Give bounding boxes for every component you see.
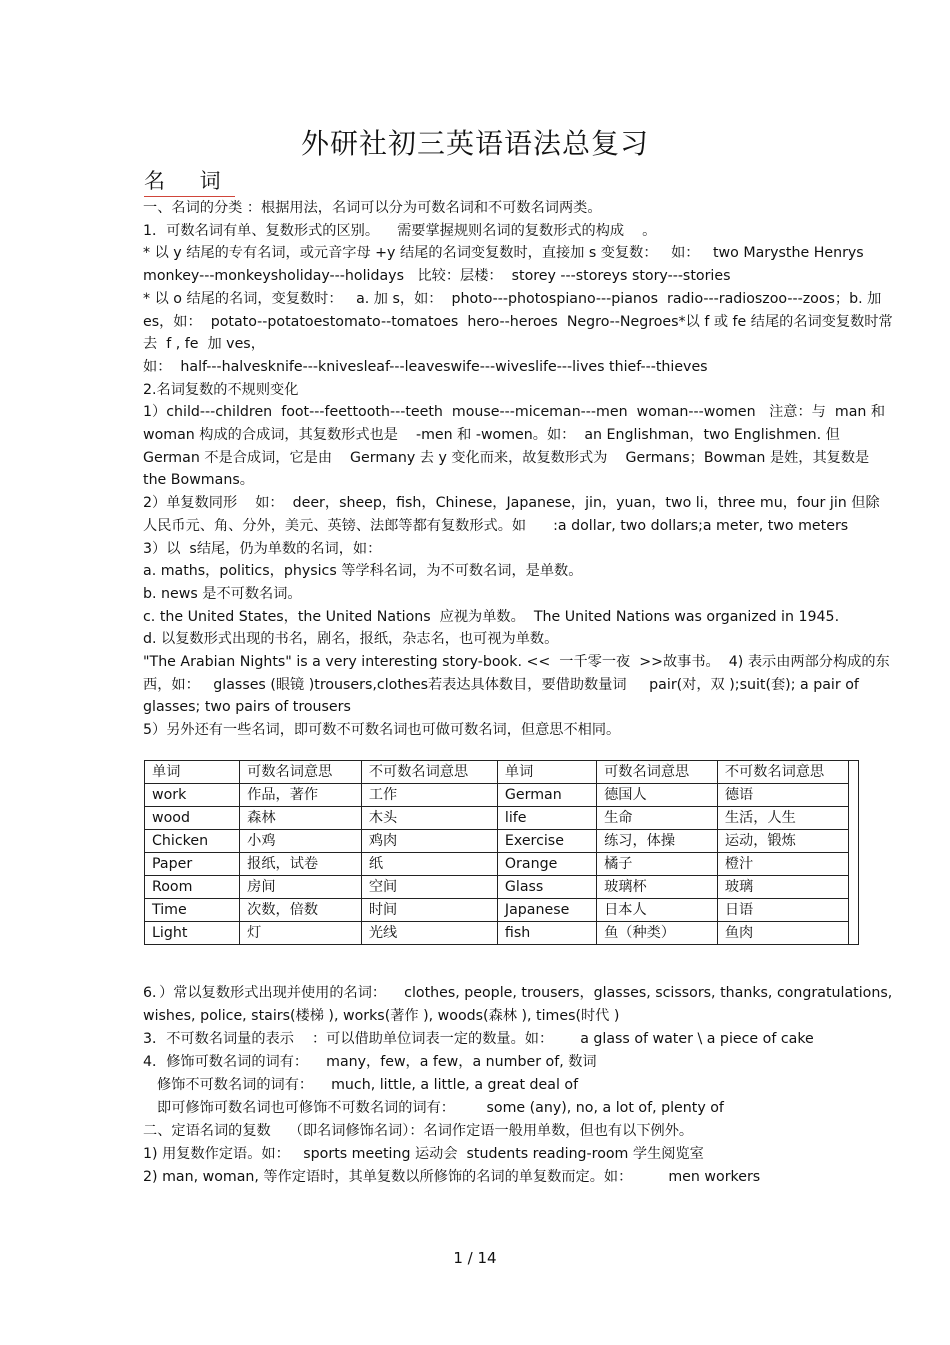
- table-cell: 日本人: [597, 899, 718, 922]
- table-cell: 生活，人生: [717, 807, 848, 830]
- paragraph: 修饰不可数名词的词有： much, little, a little, a great deal of: [157, 1077, 579, 1093]
- table-cell: 运动，锻炼: [717, 830, 848, 853]
- paragraph: * 以 o 结尾的名词，变复数时： a. 加 s，如： photo---photospiano---pianos radio---radioszoo---zoos；b. 加 es，如： potato--potatoestomato--tomatoes hero--heroes Negro--Negroes*以 f 或 fe 结尾的名词变复数时常去 f , fe 加 ves，: [143, 290, 893, 353]
- table-cell: 小鸡: [240, 830, 362, 853]
- table-cell: 木头: [361, 807, 497, 830]
- table-cell: 灯: [240, 922, 362, 945]
- table-cell: 光线: [361, 922, 497, 945]
- table-cell: 鸡肉: [361, 830, 497, 853]
- table-cell: 纸: [361, 853, 497, 876]
- section-heading-noun: 名 词: [144, 165, 235, 197]
- table-header-row: [145, 761, 859, 784]
- paragraph: 1）child---children foot---feettooth---teeth mouse---miceman---men woman---women 注意：与 man 和 woman 构成的合成词，其复数形式也是 -men 和 -women。如： an Englishman，two Englishmen. 但 German 不是合成词，它是由 Germany 去 y 变化而来，故复数形式为 Germans；Bowman 是姓，其复数是 the Bowmans。: [143, 404, 890, 489]
- table-row: [145, 784, 859, 807]
- paragraph: c. the United States，the United Nations 应视为单数。 The United Nations was organized in 1945.: [143, 608, 840, 625]
- table-cell: 作品，著作: [240, 784, 362, 807]
- table-cell: 报纸，试卷: [240, 853, 362, 876]
- table-cell: Paper: [145, 853, 240, 876]
- table-row: [145, 853, 859, 876]
- table-cell: 德语: [717, 784, 848, 807]
- paragraph: 2.名词复数的不规则变化: [143, 381, 299, 398]
- table-cell: Light: [145, 922, 240, 945]
- body-text: [143, 197, 893, 742]
- table-cell: Time: [145, 899, 240, 922]
- paragraph: 1) 用复数作定语。如： sports meeting 运动会 students reading-room 学生阅览室: [143, 1146, 704, 1162]
- table-cell: fish: [497, 922, 596, 945]
- table-cell: 玻璃: [717, 876, 848, 899]
- table-cell: 鱼（种类）: [597, 922, 718, 945]
- table-cell: 橙汁: [717, 853, 848, 876]
- table-cell: German: [497, 784, 596, 807]
- table-header-cell: 不可数名词意思: [361, 761, 497, 784]
- table-cell: 工作: [361, 784, 497, 807]
- table-row: [145, 830, 859, 853]
- table-cell: 空间: [361, 876, 497, 899]
- table-cell: 鱼肉: [717, 922, 848, 945]
- table-blank-column: [848, 761, 858, 945]
- table-cell: 森林: [240, 807, 362, 830]
- paragraph: * 以 y 结尾的专有名词，或元音字母 +y 结尾的名词变复数时，直接加 s 变复数： 如： two Marysthe Henrys monkey---monkeysholiday---holidays 比较：层楼： storey ---storeys story---stories: [143, 245, 873, 285]
- table-row: [145, 922, 859, 945]
- table-header-cell: 单词: [497, 761, 596, 784]
- paragraph: 1．可数名词有单、复数形式的区别。 需要掌握规则名词的复数形式的构成 。: [143, 222, 657, 239]
- noun-meaning-table: [144, 760, 859, 945]
- table-cell: 德国人: [597, 784, 718, 807]
- paragraph: a. maths，politics，physics 等学科名词，为不可数名词，是单数。: [143, 563, 583, 580]
- paragraph: b. news 是不可数名词。: [143, 585, 302, 602]
- table-cell: 玻璃杯: [597, 876, 718, 899]
- paragraph: 5）另外还有一些名词，即可数不可数名词也可做可数名词，但意思不相同。: [143, 722, 621, 739]
- table-cell: 生命: [597, 807, 718, 830]
- table-cell: Japanese: [497, 899, 596, 922]
- paragraph: 2) man, woman, 等作定语时，其单复数以所修饰的名词的单复数而定。如： men workers: [143, 1169, 761, 1185]
- paragraph: 即可修饰可数名词也可修饰不可数名词的词有： some (any), no, a lot of, plenty of: [157, 1100, 724, 1116]
- paragraph: 2）单复数同形 如： deer，sheep，fish，Chinese，Japanese，jin，yuan，two li，three mu，four jin 但除人民币元、角、分外，美元、英镑、法郎等都有复数形式。如 :a dollar, two dollars;a meter, two meters: [143, 495, 880, 534]
- table-cell: 时间: [361, 899, 497, 922]
- paragraph: 3）以 s结尾，仍为单数的名词，如：: [143, 540, 382, 557]
- table-header-cell: 可数名词意思: [240, 761, 362, 784]
- table-cell: Orange: [497, 853, 596, 876]
- paragraph: 如： half---halvesknife---knivesleaf---leaveswife---wiveslife---lives thief---thieves: [143, 358, 708, 375]
- table-cell: Glass: [497, 876, 596, 899]
- document-title: 外研社初三英语语法总复习: [300, 127, 649, 160]
- page-number: 1 / 14: [453, 1249, 497, 1267]
- table-cell: 日语: [717, 899, 848, 922]
- table-header-cell: 单词: [145, 761, 240, 784]
- table-cell: work: [145, 784, 240, 807]
- table-cell: Chicken: [145, 830, 240, 853]
- table-cell: Room: [145, 876, 240, 899]
- body-text-continued: [143, 982, 897, 1189]
- paragraph: d. 以复数形式出现的书名，剧名，报纸，杂志名，也可视为单数。: [143, 631, 559, 648]
- table-cell: 练习，体操: [597, 830, 718, 853]
- table-cell: 房间: [240, 876, 362, 899]
- paragraph: 一、名词的分类 ：根据用法，名词可以分为可数名词和不可数名词两类。: [143, 200, 602, 216]
- table-cell: 次数，倍数: [240, 899, 362, 922]
- table-cell: life: [497, 807, 596, 830]
- table-cell: 橘子: [597, 853, 718, 876]
- table-row: [145, 807, 859, 830]
- table-cell: wood: [145, 807, 240, 830]
- table-header-cell: 不可数名词意思: [717, 761, 848, 784]
- paragraph: 二、定语名词的复数 （即名词修饰名词）：名词作定语一般用单数，但也有以下例外。: [143, 1123, 694, 1139]
- table-row: [145, 899, 859, 922]
- paragraph: 4．修饰可数名词的词有： many，few，a few，a number of, 数词: [143, 1054, 597, 1070]
- paragraph: "The Arabian Nights" is a very interesting story-book. << 一千零一夜 >>故事书。 4) 表示由两部分构成的东西，如： glasses (眼镜 )trousers,clothes若表达具体数目，要借助数量词 pair(对，双 );suit(套); a pair of glasses; two pairs of trousers: [143, 654, 890, 716]
- paragraph: 3．不可数名词量的表示 ：可以借助单位词表一定的数量。如： a glass of water \ a piece of cake: [143, 1031, 814, 1047]
- paragraph: 6．）常以复数形式出现并使用的名词： clothes, people, trousers，glasses, scissors, thanks, congratulations, wishes, police, stairs(楼梯 ), works(著作 ), woods(森林 ), times(时代 ): [143, 985, 897, 1024]
- table-header-cell: 可数名词意思: [597, 761, 718, 784]
- table-row: [145, 876, 859, 899]
- table-cell: Exercise: [497, 830, 596, 853]
